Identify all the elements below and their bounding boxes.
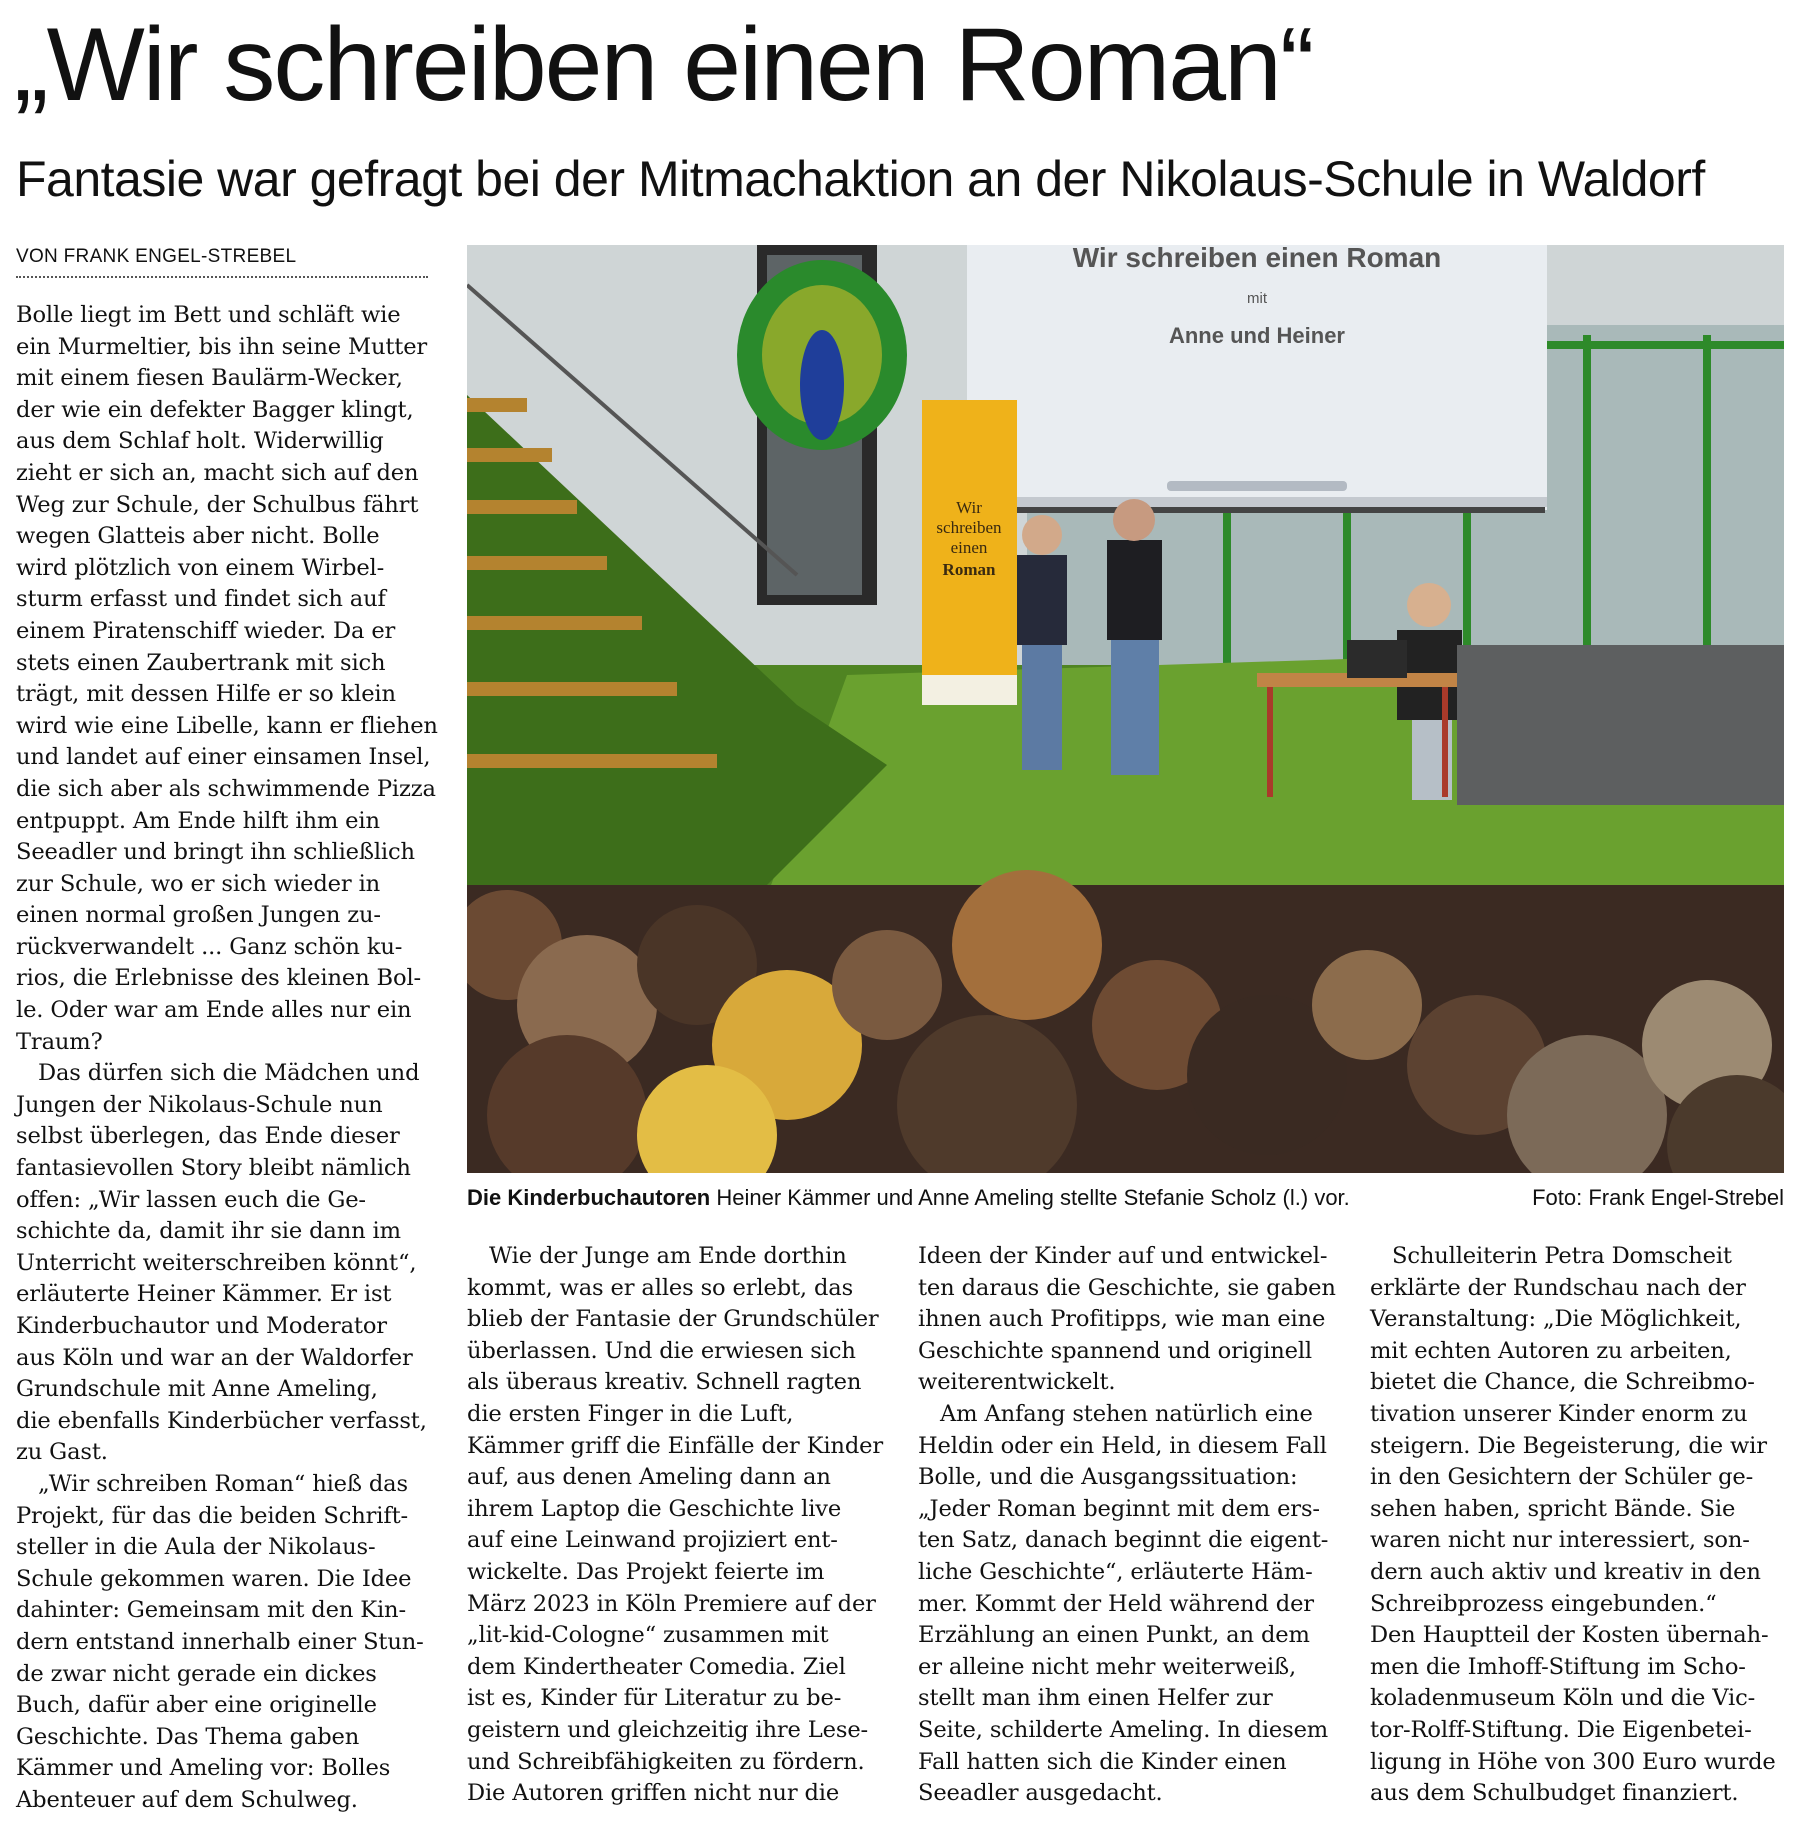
text-line: Seeadler und bringt ihn schließlich (16, 839, 415, 866)
text-line: steller in die Aula der Nikolaus- (16, 1534, 376, 1561)
text-line: geistern und gleichzeitig ihre Lese- (467, 1716, 869, 1743)
text-line: mer. Kommt der Held während der (918, 1590, 1314, 1617)
text-line: koladenmuseum Köln und die Vic- (1370, 1685, 1756, 1712)
text-line: erläuterte Heiner Kämmer. Er ist (16, 1281, 392, 1308)
text-line: auf eine Leinwand projiziert ent- (467, 1527, 838, 1554)
text-line: ihnen auch Profitipps, wie man eine (918, 1306, 1326, 1333)
text-line: aus dem Schlaf holt. Widerwillig (16, 428, 384, 455)
text-line: überlassen. Und die erwiesen sich (467, 1337, 856, 1364)
text-line: Schule gekommen waren. Die Idee (16, 1565, 412, 1592)
text-line: Am Anfang stehen natürlich eine (940, 1400, 1313, 1427)
text-line: wegen Glatteis aber nicht. Bolle (16, 523, 380, 550)
text-line: Jungen der Nikolaus-Schule nun (16, 1091, 383, 1118)
text-line: einen normal großen Jungen zu- (16, 902, 381, 929)
text-line: ihrem Laptop die Geschichte live (467, 1495, 842, 1522)
text-line: zu Gast. (16, 1439, 108, 1466)
article-photo (467, 245, 1784, 1173)
byline: VON FRANK ENGEL-STREBEL (16, 244, 428, 278)
text-line: zur Schule, wo er sich wieder in (16, 870, 381, 897)
text-line: dem Kindertheater Comedia. Ziel (467, 1653, 846, 1680)
text-line: er alleine nicht mehr weiterweiß, (918, 1653, 1296, 1680)
text-line: ligung in Höhe von 300 Euro wurde (1370, 1748, 1776, 1775)
text-line: rios, die Erlebnisse des kleinen Bol- (16, 965, 421, 992)
peacock-decoration (737, 260, 907, 450)
text-line: die ebenfalls Kinderbücher verfasst, (16, 1407, 427, 1434)
text-line: ten Satz, danach beginnt die eigent- (918, 1527, 1329, 1554)
text-line: wickelte. Das Projekt feierte im (467, 1558, 825, 1585)
headline: „Wir schreiben einen Roman“ (14, 7, 1313, 123)
text-line: liche Geschichte“, erläuterte Häm- (918, 1558, 1313, 1585)
text-line: sturm erfasst und findet sich auf (16, 586, 386, 613)
text-line: tivation unserer Kinder enorm zu (1370, 1400, 1748, 1427)
text-line: dahinter: Gemeinsam mit den Kin- (16, 1597, 406, 1624)
text-line: ist es, Kinder für Literatur zu be- (467, 1685, 842, 1712)
text-line: trägt, mit dessen Hilfe er so klein (16, 681, 396, 708)
text-line: selbst überlegen, das Ende dieser (16, 1123, 400, 1150)
text-line: erklärte der Rundschau nach der (1370, 1274, 1746, 1301)
text-line: Ideen der Kinder auf und entwickel- (918, 1243, 1328, 1269)
text-line: Bolle liegt im Bett und schläft wie (16, 302, 401, 328)
text-line: Kinderbuchautor und Moderator (16, 1313, 387, 1339)
text-line: Die Autoren griffen nicht nur die (467, 1780, 840, 1807)
text-line: le. Oder war am Ende alles nur ein (16, 997, 412, 1024)
text-line: stellt man ihm einen Helfer zur (918, 1685, 1273, 1712)
text-line: und Schreibfähigkeiten zu fördern. (467, 1748, 865, 1775)
text-line: ein Murmeltier, bis ihn seine Mutter (16, 333, 428, 360)
text-line: Schulleiterin Petra Domscheit (1392, 1243, 1732, 1269)
photo-credit: Foto: Frank Engel-Strebel (1532, 1185, 1784, 1210)
caption-text: Heiner Kämmer und Anne Ameling stellte Stefanie Scholz (l.) vor. (710, 1185, 1350, 1210)
text-line: Seite, schilderte Ameling. In diesem (918, 1716, 1329, 1743)
text-line: Traum? (16, 1028, 103, 1055)
text-line: Unterricht weiterschreiben könnt“, (16, 1249, 417, 1276)
subheadline: Fantasie war gefragt bei der Mitmachaktion an der Nikolaus-Schule in Waldorf (16, 151, 1705, 207)
text-line: „Jeder Roman beginnt mit dem ers- (918, 1495, 1320, 1522)
article-column-1 (16, 300, 436, 1817)
text-line: und landet auf einer einsamen Insel, (16, 744, 431, 771)
text-line: Fall hatten sich die Kinder einen (918, 1748, 1287, 1775)
text-line: dern entstand innerhalb einer Stun- (16, 1628, 424, 1655)
text-line: Wie der Junge am Ende dorthin (489, 1243, 847, 1269)
article-column-4 (1370, 1241, 1790, 1810)
audience (467, 870, 1784, 1173)
text-line: Kämmer griff die Einfälle der Kinder (467, 1432, 884, 1459)
banner-text-line: einen (950, 538, 988, 557)
text-line: mit einem fiesen Baulärm-Wecker, (16, 365, 403, 392)
text-line: zieht er sich an, macht sich auf den (16, 459, 419, 486)
text-line: Den Hauptteil der Kosten übernah- (1370, 1622, 1769, 1649)
text-line: Kämmer und Ameling vor: Bolles (16, 1755, 391, 1782)
screen-names: Anne und Heiner (1168, 323, 1346, 348)
text-line: bietet die Chance, die Schreibmo- (1370, 1369, 1755, 1396)
text-line: aus dem Schulbudget finanziert. (1370, 1780, 1739, 1807)
text-line: Das dürfen sich die Mädchen und (38, 1060, 420, 1087)
text-line: sehen haben, spricht Bände. Sie (1370, 1495, 1736, 1522)
text-line: Buch, dafür aber eine originelle (16, 1692, 377, 1719)
text-line: als überaus kreativ. Schnell ragten (467, 1369, 862, 1396)
screen-with: mit (1247, 290, 1267, 307)
text-line: waren nicht nur interessiert, son- (1370, 1527, 1750, 1554)
text-line: mit echten Autoren zu arbeiten, (1370, 1337, 1732, 1364)
article-column-2 (467, 1241, 887, 1810)
text-line: de zwar nicht gerade ein dickes (16, 1660, 377, 1687)
caption-lead: Die Kinderbuchautoren (467, 1185, 711, 1210)
text-line: Grundschule mit Anne Ameling, (16, 1376, 378, 1403)
text-line: Projekt, für das die beiden Schrift- (16, 1502, 408, 1529)
projection-screen (967, 245, 1547, 510)
text-line: März 2023 in Köln Premiere auf der (467, 1590, 876, 1617)
text-line: „Wir schreiben Roman“ hieß das (38, 1470, 408, 1497)
text-line: Abenteuer auf dem Schulweg. (16, 1786, 358, 1813)
text-line: offen: „Wir lassen euch die Ge- (16, 1186, 366, 1213)
text-line: rückverwandelt ... Ganz schön ku- (16, 933, 403, 960)
text-line: blieb der Fantasie der Grundschüler (467, 1306, 879, 1333)
text-line: Heldin oder ein Held, in diesem Fall (918, 1432, 1327, 1459)
text-line: „lit-kid-Cologne“ zusammen mit (467, 1622, 829, 1649)
banner-text-line: Wir (956, 498, 982, 517)
text-line: fantasievollen Story bleibt nämlich (16, 1155, 411, 1182)
text-line: Seeadler ausgedacht. (918, 1780, 1163, 1807)
text-line: Weg zur Schule, der Schulbus fährt (16, 491, 419, 518)
text-line: einem Piratenschiff wieder. Da er (16, 617, 396, 644)
text-line: men die Imhoff-Stiftung im Scho- (1370, 1653, 1746, 1680)
text-line: wird wie eine Libelle, kann er fliehen (16, 712, 438, 739)
text-line: kommt, was er alles so erlebt, das (467, 1274, 854, 1301)
text-line: entpuppt. Am Ende hilft ihm ein (16, 807, 380, 834)
text-line: Schreibprozess eingebunden.“ (1370, 1590, 1717, 1617)
text-line: steigern. Die Begeisterung, die wir (1370, 1432, 1767, 1459)
text-line: Geschichte. Das Thema gaben (16, 1723, 360, 1750)
article-column-3 (918, 1241, 1338, 1810)
text-line: schichte da, damit ihr sie dann im (16, 1218, 401, 1245)
text-line: wird plötzlich von einem Wirbel- (16, 554, 385, 581)
text-line: Erzählung an einen Punkt, an dem (918, 1622, 1310, 1649)
text-line: dern auch aktiv und kreativ in den (1370, 1558, 1761, 1585)
text-line: in den Gesichtern der Schüler ge- (1370, 1464, 1754, 1491)
banner-text-line: Roman (942, 560, 996, 579)
text-line: die ersten Finger in die Luft, (467, 1400, 794, 1427)
text-line: weiterentwickelt. (918, 1369, 1116, 1396)
photo-caption (467, 1181, 1784, 1215)
text-line: tor-Rolff-Stiftung. Die Eigenbetei- (1370, 1716, 1752, 1743)
text-line: die sich aber als schwimmende Pizza (16, 775, 436, 802)
text-line: Geschichte spannend und originell (918, 1337, 1312, 1364)
text-line: stets einen Zaubertrank mit sich (16, 649, 386, 676)
banner-text-line: schreiben (936, 518, 1002, 537)
text-line: aus Köln und war an der Waldorfer (16, 1344, 413, 1371)
text-line: auf, aus denen Ameling dann an (467, 1464, 831, 1491)
text-line: ten daraus die Geschichte, sie gaben (918, 1274, 1336, 1301)
screen-title: Wir schreiben einen Roman (1072, 245, 1442, 273)
text-line: Veranstaltung: „Die Möglichkeit, (1370, 1306, 1742, 1333)
text-line: der wie ein defekter Bagger klingt, (16, 396, 414, 423)
text-line: Bolle, und die Ausgangssituation: (918, 1464, 1298, 1491)
